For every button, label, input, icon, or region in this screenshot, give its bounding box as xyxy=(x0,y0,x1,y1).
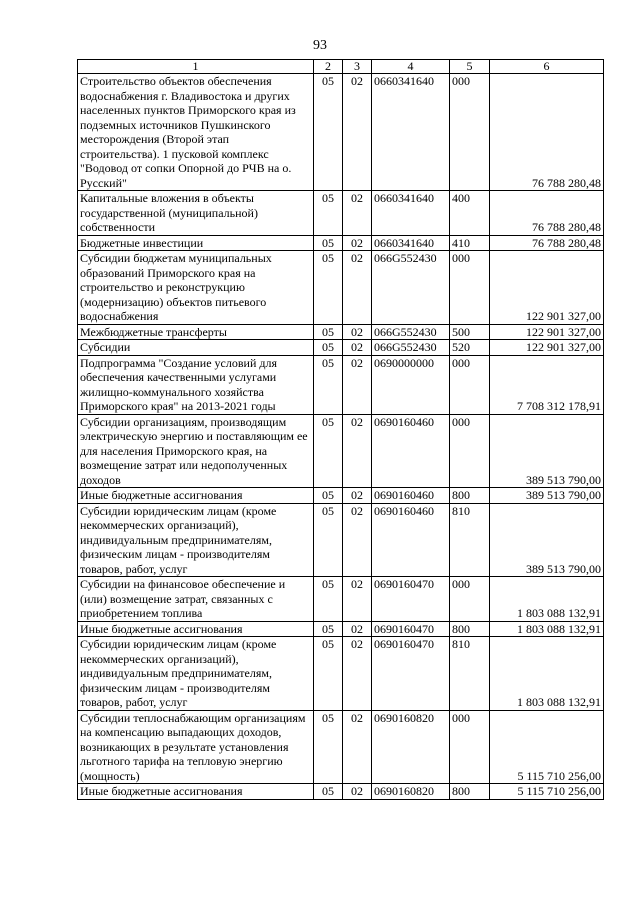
expense-type-cell: 810 xyxy=(450,637,490,711)
target-article-cell: 0660341640 xyxy=(372,74,450,191)
target-article-cell: 0690160460 xyxy=(372,488,450,504)
table-row xyxy=(78,577,604,622)
row-name-cell: Иные бюджетные ассигнования xyxy=(78,488,314,504)
target-article-cell: 0690160460 xyxy=(372,503,450,577)
subsection-code-cell: 02 xyxy=(343,191,372,236)
target-article-cell: 066G552430 xyxy=(372,251,450,325)
page-number: 93 xyxy=(313,38,327,53)
subsection-code-cell: 02 xyxy=(343,355,372,414)
amount-cell: 1 803 088 132,91 xyxy=(490,577,604,622)
section-code-cell: 05 xyxy=(314,621,343,637)
row-name-cell: Межбюджетные трансферты xyxy=(78,324,314,340)
column-header: 6 xyxy=(490,60,604,74)
table-row xyxy=(78,235,604,251)
row-name-cell: Бюджетные инвестиции xyxy=(78,235,314,251)
row-name-cell: Субсидии на финансовое обеспечение и (или) возмещение затрат, связанных с приобретением топлива xyxy=(78,577,314,622)
subsection-code-cell: 02 xyxy=(343,621,372,637)
amount-cell: 7 708 312 178,91 xyxy=(490,355,604,414)
row-name-cell: Иные бюджетные ассигнования xyxy=(78,784,314,800)
expense-type-cell: 000 xyxy=(450,74,490,191)
amount-cell: 389 513 790,00 xyxy=(490,488,604,504)
target-article-cell: 066G552430 xyxy=(372,324,450,340)
section-code-cell: 05 xyxy=(314,355,343,414)
expense-type-cell: 000 xyxy=(450,355,490,414)
subsection-code-cell: 02 xyxy=(343,503,372,577)
table-row xyxy=(78,414,604,488)
section-code-cell: 05 xyxy=(314,191,343,236)
column-header: 4 xyxy=(372,60,450,74)
subsection-code-cell: 02 xyxy=(343,784,372,800)
subsection-code-cell: 02 xyxy=(343,324,372,340)
row-name-cell: Субсидии юридическим лицам (кроме некоммерческих организаций), индивидуальным предпринимателям, физическим лицам - производителям товаров, работ, услуг xyxy=(78,637,314,711)
expense-type-cell: 800 xyxy=(450,784,490,800)
section-code-cell: 05 xyxy=(314,784,343,800)
expense-type-cell: 410 xyxy=(450,235,490,251)
expense-type-cell: 500 xyxy=(450,324,490,340)
amount-cell: 76 788 280,48 xyxy=(490,235,604,251)
section-code-cell: 05 xyxy=(314,251,343,325)
table-row xyxy=(78,355,604,414)
amount-cell: 1 803 088 132,91 xyxy=(490,621,604,637)
amount-cell: 122 901 327,00 xyxy=(490,251,604,325)
row-name-cell: Иные бюджетные ассигнования xyxy=(78,621,314,637)
target-article-cell: 0690000000 xyxy=(372,355,450,414)
table-row xyxy=(78,710,604,784)
section-code-cell: 05 xyxy=(314,324,343,340)
subsection-code-cell: 02 xyxy=(343,710,372,784)
section-code-cell: 05 xyxy=(314,414,343,488)
table-row xyxy=(78,251,604,325)
expense-type-cell: 810 xyxy=(450,503,490,577)
table-row xyxy=(78,74,604,191)
row-name-cell: Строительство объектов обеспечения водоснабжения г. Владивостока и других населенных пунктов Приморского края из подземных источников Пушкинского месторождения (Второй этап строительства). 1 пусковой комплекс "Водовод от сопки Опорной до РЧВ на о. Русский" xyxy=(78,74,314,191)
table-header-row xyxy=(78,60,604,74)
budget-table xyxy=(77,59,604,800)
subsection-code-cell: 02 xyxy=(343,577,372,622)
target-article-cell: 0690160820 xyxy=(372,784,450,800)
section-code-cell: 05 xyxy=(314,710,343,784)
expense-type-cell: 400 xyxy=(450,191,490,236)
section-code-cell: 05 xyxy=(314,340,343,356)
row-name-cell: Субсидии юридическим лицам (кроме некоммерческих организаций), индивидуальным предпринимателям, физическим лицам - производителям товаров, работ, услуг xyxy=(78,503,314,577)
subsection-code-cell: 02 xyxy=(343,251,372,325)
expense-type-cell: 800 xyxy=(450,488,490,504)
table-row xyxy=(78,488,604,504)
amount-cell: 76 788 280,48 xyxy=(490,74,604,191)
subsection-code-cell: 02 xyxy=(343,340,372,356)
row-name-cell: Субсидии xyxy=(78,340,314,356)
expense-type-cell: 000 xyxy=(450,710,490,784)
expense-type-cell: 000 xyxy=(450,414,490,488)
amount-cell: 389 513 790,00 xyxy=(490,503,604,577)
row-name-cell: Подпрограмма "Создание условий для обеспечения качественными услугами жилищно-коммунального хозяйства Приморского края" на 2013-2021 годы xyxy=(78,355,314,414)
section-code-cell: 05 xyxy=(314,488,343,504)
subsection-code-cell: 02 xyxy=(343,74,372,191)
row-name-cell: Субсидии бюджетам муниципальных образований Приморского края на строительство и реконструкцию (модернизацию) объектов питьевого водоснабжения xyxy=(78,251,314,325)
subsection-code-cell: 02 xyxy=(343,414,372,488)
expense-type-cell: 520 xyxy=(450,340,490,356)
subsection-code-cell: 02 xyxy=(343,488,372,504)
amount-cell: 1 803 088 132,91 xyxy=(490,637,604,711)
target-article-cell: 0690160460 xyxy=(372,414,450,488)
target-article-cell: 066G552430 xyxy=(372,340,450,356)
column-header: 5 xyxy=(450,60,490,74)
row-name-cell: Субсидии теплоснабжающим организациям на компенсацию выпадающих доходов, возникающих в результате установления льготного тарифа на тепловую энергию (мощность) xyxy=(78,710,314,784)
target-article-cell: 0690160470 xyxy=(372,577,450,622)
target-article-cell: 0660341640 xyxy=(372,191,450,236)
table-row xyxy=(78,784,604,800)
column-header: 1 xyxy=(78,60,314,74)
section-code-cell: 05 xyxy=(314,235,343,251)
subsection-code-cell: 02 xyxy=(343,235,372,251)
section-code-cell: 05 xyxy=(314,577,343,622)
target-article-cell: 0660341640 xyxy=(372,235,450,251)
table-row xyxy=(78,503,604,577)
section-code-cell: 05 xyxy=(314,74,343,191)
subsection-code-cell: 02 xyxy=(343,637,372,711)
column-header: 3 xyxy=(343,60,372,74)
table-row xyxy=(78,324,604,340)
table-row xyxy=(78,621,604,637)
amount-cell: 389 513 790,00 xyxy=(490,414,604,488)
target-article-cell: 0690160470 xyxy=(372,637,450,711)
column-header: 2 xyxy=(314,60,343,74)
amount-cell: 76 788 280,48 xyxy=(490,191,604,236)
expense-type-cell: 000 xyxy=(450,251,490,325)
target-article-cell: 0690160820 xyxy=(372,710,450,784)
table-row xyxy=(78,637,604,711)
section-code-cell: 05 xyxy=(314,503,343,577)
row-name-cell: Субсидии организациям, производящим электрическую энергию и поставляющим ее для населения Приморского края, на возмещение затрат или недополученных доходов xyxy=(78,414,314,488)
table-row xyxy=(78,340,604,356)
expense-type-cell: 800 xyxy=(450,621,490,637)
amount-cell: 122 901 327,00 xyxy=(490,340,604,356)
row-name-cell: Капитальные вложения в объекты государственной (муниципальной) собственности xyxy=(78,191,314,236)
target-article-cell: 0690160470 xyxy=(372,621,450,637)
table-row xyxy=(78,191,604,236)
section-code-cell: 05 xyxy=(314,637,343,711)
amount-cell: 5 115 710 256,00 xyxy=(490,784,604,800)
amount-cell: 5 115 710 256,00 xyxy=(490,710,604,784)
expense-type-cell: 000 xyxy=(450,577,490,622)
amount-cell: 122 901 327,00 xyxy=(490,324,604,340)
